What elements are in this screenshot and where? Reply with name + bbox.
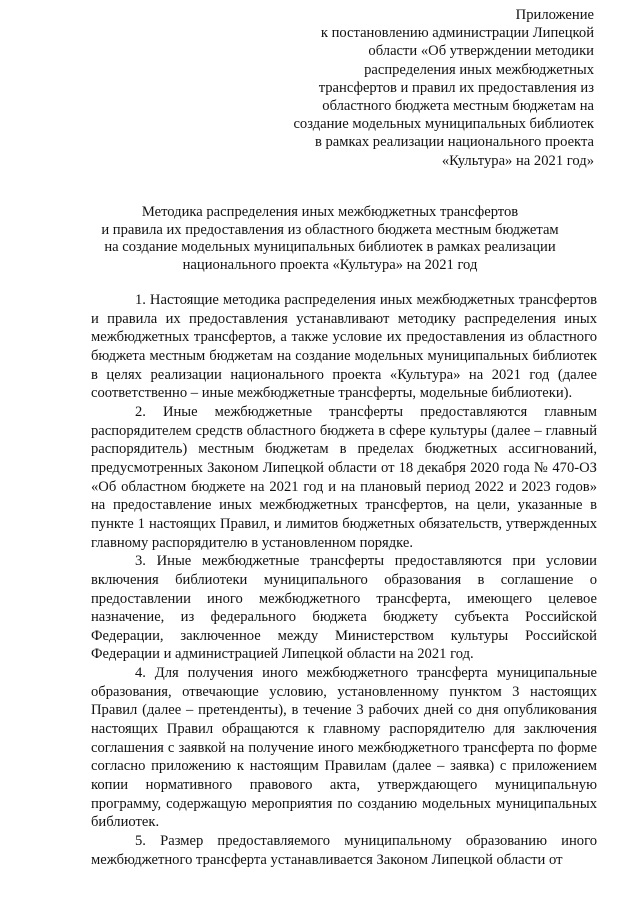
document-body [91, 291, 597, 869]
document-title [60, 204, 600, 274]
appendix-line: в рамках реализации национального проекта [314, 134, 594, 151]
title-line: на создание модельных муниципальных библиотек в рамках реализации [104, 239, 556, 256]
appendix-line: распределения иных межбюджетных [364, 61, 594, 78]
appendix-line: к постановлению администрации Липецкой [320, 25, 594, 42]
appendix-line: «Культура» на 2021 год» [441, 152, 594, 169]
title-line: Методика распределения иных межбюджетных трансфертов [141, 204, 519, 220]
appendix-line: Приложение [515, 7, 594, 23]
title-line: и правила их предоставления из областного бюджета местным бюджетам [101, 221, 559, 238]
paragraph-1: 1. Настоящие методика распределения иных межбюджетных трансфертов и правила их предоставления устанавливают методику распределения иных межбюджетных трансфертов, а также условие их предоставления из областного бюджета местным бюджетам на создание модельных муниципальных библиотек в целях реализации национального проекта «Культура» на 2021 год (далее соответственно – иные межбюджетные трансферты, модельные библиотеки). [91, 292, 597, 402]
paragraph-3: 3. Иные межбюджетные трансферты предоставляются при условии включения библиотеки муниципального образования в соглашение о предоставлении иного межбюджетного трансферта, имеющего целевое назначение, из федерального бюджета бюджету субъекта Российской Федерации, заключенное между Министерством культуры Российской Федерации и администрацией Липецкой области на 2021 год. [91, 553, 597, 663]
appendix-header [264, 6, 594, 170]
appendix-line: создание модельных муниципальных библиотек [293, 116, 594, 133]
paragraph-4: 4. Для получения иного межбюджетного трансферта муниципальные образования, отвечающие условию, установленному пунктом 3 настоящих Правил (далее – претенденты), в течение 3 рабочих дней со дня опубликования настоящих Правил обращаются к главному распорядителю для заключения соглашения с заявкой на получение иного межбюджетного трансферта по форме согласно приложению к настоящим Правилам (далее – заявка) с приложением копии нормативного правового акта, утверждающего муниципальную программу, содержащую мероприятия по созданию модельных муниципальных библиотек. [91, 665, 597, 831]
title-line: национального проекта «Культура» на 2021 год [182, 256, 478, 273]
paragraph-5: 5. Размер предоставляемого муниципальному образованию иного межбюджетного трансферта устанавливается Законом Липецкой области от [91, 833, 597, 868]
paragraph-2: 2. Иные межбюджетные трансферты предоставляются главным распорядителем средств областного бюджета в сфере культуры (далее – главный распорядитель) местным бюджетам в пределах бюджетных ассигнований, предусмотренных Законом Липецкой области от 18 декабря 2020 года № 470-ОЗ «Об областном бюджете на 2021 год и на плановый период 2022 и 2023 годов» на предоставление иных межбюджетных трансфертов, на цели, указанные в пункте 1 настоящих Правил, и лимитов бюджетных обязательств, утвержденных главному распорядителю в установленном порядке. [91, 403, 597, 551]
appendix-line: области «Об утверждении методики [368, 43, 594, 60]
appendix-line: областного бюджета местным бюджетам на [322, 98, 594, 115]
appendix-line: трансфертов и правил их предоставления из [318, 79, 594, 96]
